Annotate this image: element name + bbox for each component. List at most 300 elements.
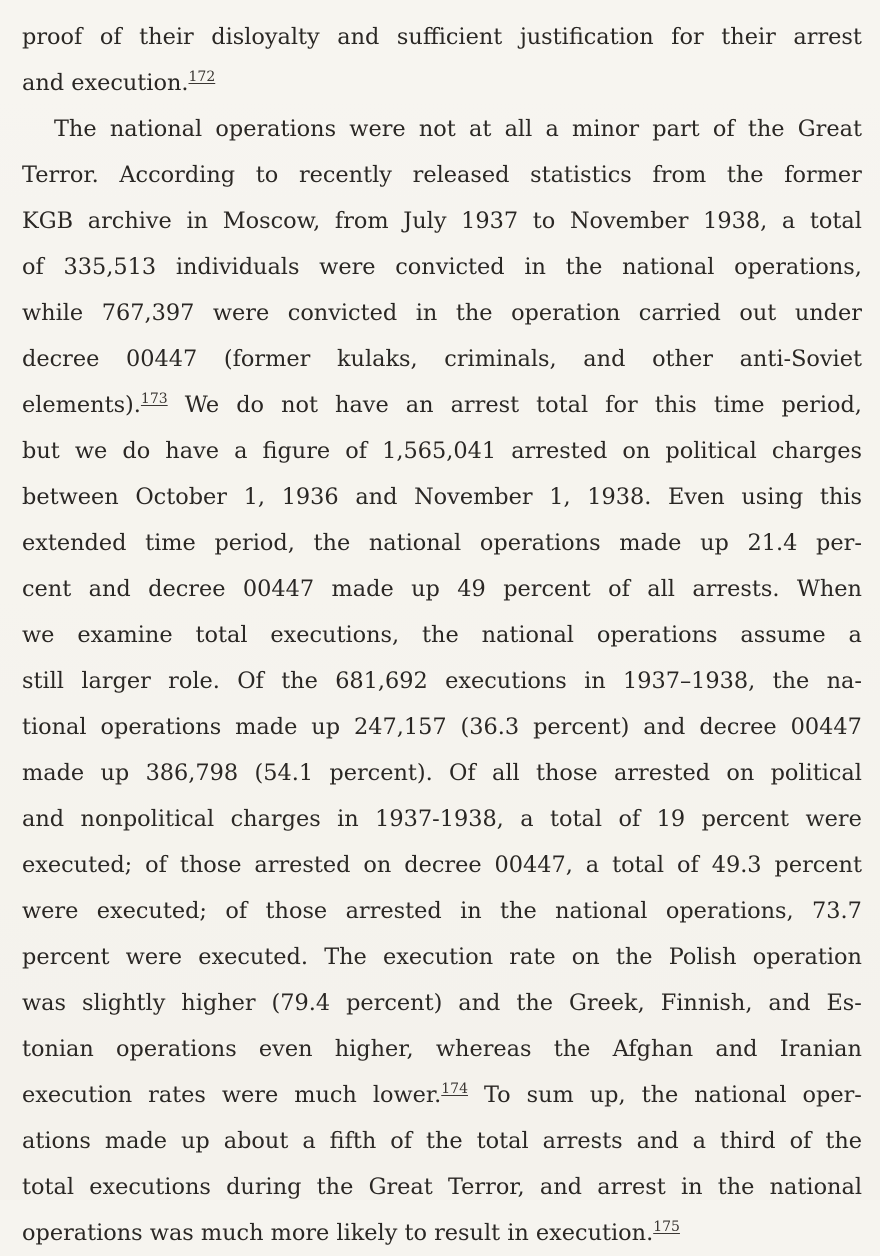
word: up, <box>589 1082 626 1108</box>
word: percent) <box>346 990 443 1016</box>
word: The <box>324 944 367 970</box>
word: made <box>331 576 394 602</box>
word: were <box>221 1082 279 1108</box>
word: using <box>741 484 804 510</box>
word: (79.4 <box>271 990 331 1016</box>
word: arrested <box>511 438 608 464</box>
word: 73.7 <box>812 898 862 924</box>
text-line <box>22 290 862 336</box>
word: arrested <box>345 898 442 924</box>
word: operations, <box>665 898 794 924</box>
text-line <box>22 888 862 934</box>
word: operations <box>596 622 718 648</box>
word: of <box>712 116 735 142</box>
word: at <box>469 116 492 142</box>
word: sum <box>526 1082 574 1108</box>
word: this <box>819 484 862 510</box>
word: those <box>536 760 598 786</box>
word: assume <box>740 622 826 648</box>
word: the <box>553 1036 591 1062</box>
word: those <box>265 898 328 924</box>
text-line <box>22 60 862 106</box>
word: about <box>223 1128 289 1154</box>
word: percent <box>701 806 790 832</box>
word: operations, <box>734 254 862 280</box>
word: we <box>74 438 108 464</box>
word: operation <box>752 944 862 970</box>
word: Es- <box>826 990 862 1016</box>
word: execution <box>22 1082 133 1108</box>
word: a <box>692 1128 707 1154</box>
word: percent) <box>533 714 630 740</box>
word: political <box>665 438 757 464</box>
word: and <box>643 714 686 740</box>
word: proof <box>22 24 83 50</box>
word: a <box>545 116 559 142</box>
word: the <box>455 300 493 326</box>
word: in <box>584 668 606 694</box>
word: in <box>337 806 359 832</box>
word: not <box>281 392 318 418</box>
word: decree <box>148 576 226 602</box>
word: this <box>654 392 697 418</box>
word: executed; <box>96 898 207 924</box>
word: between <box>22 484 119 510</box>
word: while <box>22 300 84 326</box>
word: total <box>195 622 248 648</box>
word: to <box>532 208 556 234</box>
word: arrest <box>793 24 862 50</box>
word: the <box>516 990 554 1016</box>
word: total <box>550 806 603 832</box>
word: 681,692 <box>335 668 428 694</box>
word: (former <box>223 346 311 372</box>
word: of <box>145 852 167 878</box>
word: convicted <box>395 254 505 280</box>
word: from <box>334 208 389 234</box>
word: have <box>335 392 389 418</box>
word: their <box>721 24 776 50</box>
word: November <box>569 208 689 234</box>
word: on <box>622 438 651 464</box>
word: much <box>294 1082 357 1108</box>
word: Of <box>449 760 476 786</box>
word: Moscow, <box>222 208 321 234</box>
word: extended <box>22 530 127 556</box>
word: KGB <box>22 208 74 234</box>
word: in <box>524 254 546 280</box>
word: up <box>700 530 729 556</box>
line-text: and execution. <box>22 70 189 96</box>
word: national <box>109 116 203 142</box>
word: 247,157 <box>354 714 447 740</box>
word: former <box>784 162 862 188</box>
word: on <box>726 760 755 786</box>
word: executed; <box>22 852 133 878</box>
text-line <box>22 980 862 1026</box>
word: ations <box>22 1128 91 1154</box>
word: were <box>349 116 406 142</box>
word: 335,513 <box>63 254 157 280</box>
word: the <box>747 116 785 142</box>
text-line <box>22 934 862 980</box>
word: executions <box>445 668 567 694</box>
word: a <box>848 622 862 648</box>
word: total <box>612 852 665 878</box>
word: convicted <box>287 300 398 326</box>
word: a <box>520 806 534 832</box>
word: and <box>539 1174 582 1200</box>
word: Great <box>368 1174 433 1200</box>
word: 49 <box>457 576 486 602</box>
word: the <box>565 254 603 280</box>
word: time <box>145 530 196 556</box>
word: a <box>781 208 796 234</box>
word: Even <box>668 484 725 510</box>
word: 21.4 <box>747 530 798 556</box>
word: arrested <box>613 760 711 786</box>
word: national <box>694 1082 787 1108</box>
word: made <box>619 530 682 556</box>
word: of <box>789 1128 812 1154</box>
word: July <box>403 208 447 234</box>
word: role. <box>168 668 220 694</box>
text-line <box>22 1164 862 1210</box>
word: other <box>652 346 713 372</box>
text-line <box>22 198 862 244</box>
word: and <box>636 1128 679 1154</box>
word: on <box>363 852 392 878</box>
word: national <box>555 898 648 924</box>
word: during <box>226 1174 302 1200</box>
word: operations <box>100 714 222 740</box>
word: Greek, <box>568 990 645 1016</box>
word: the <box>313 530 351 556</box>
word: percent <box>503 576 591 602</box>
word: Finnish, <box>660 990 753 1016</box>
text-line <box>22 474 862 520</box>
word: percent <box>774 852 862 878</box>
word: rates <box>148 1082 206 1108</box>
word: November <box>414 484 533 510</box>
word: the <box>825 1128 862 1154</box>
word: of <box>345 438 368 464</box>
word: disloyalty <box>211 24 320 50</box>
word: 1938, <box>703 208 768 234</box>
word: When <box>796 576 862 602</box>
word: tional <box>22 714 87 740</box>
word: up <box>100 760 130 786</box>
footnote-marker[interactable]: 174 <box>441 1081 468 1097</box>
word: were <box>22 898 79 924</box>
word: 1, <box>243 484 266 510</box>
word: higher, <box>334 1036 414 1062</box>
word: to <box>255 162 279 188</box>
word: on <box>571 944 600 970</box>
word: 1937-1938, <box>375 806 504 832</box>
word: cent <box>22 576 72 602</box>
word: and <box>583 346 626 372</box>
word: execution <box>382 944 494 970</box>
word: period, <box>214 530 295 556</box>
word: the <box>281 668 318 694</box>
word: charges <box>230 806 321 832</box>
word: for <box>671 24 704 50</box>
word: arrest <box>597 1174 666 1200</box>
body-text <box>22 14 862 1256</box>
word: larger <box>81 668 151 694</box>
word: sufficient <box>396 24 503 50</box>
word: we <box>22 622 55 648</box>
word: Afghan <box>612 1036 694 1062</box>
word: rate <box>509 944 556 970</box>
word: for <box>605 392 638 418</box>
word: even <box>258 1036 313 1062</box>
word: operations <box>479 530 601 556</box>
word: 1,565,041 <box>382 438 497 464</box>
word: na- <box>826 668 862 694</box>
word: executions, <box>270 622 400 648</box>
text-line <box>22 1072 862 1118</box>
text-line <box>22 796 862 842</box>
word: and <box>715 1036 758 1062</box>
word: total <box>536 392 589 418</box>
text-line <box>22 152 862 198</box>
text-line <box>22 704 862 750</box>
text-line <box>22 612 862 658</box>
text-line <box>22 336 862 382</box>
word: total <box>476 1128 529 1154</box>
word: made <box>235 714 298 740</box>
word: decree <box>404 852 482 878</box>
word: the <box>422 622 459 648</box>
word: total <box>22 1174 74 1200</box>
word: not <box>418 116 456 142</box>
word: operations <box>116 1036 237 1062</box>
word: and <box>88 576 131 602</box>
word: kulaks, <box>336 346 418 372</box>
word: executed. <box>198 944 309 970</box>
word: third <box>719 1128 776 1154</box>
word: slightly <box>81 990 166 1016</box>
text-line <box>22 750 862 796</box>
word: of <box>390 1128 413 1154</box>
word: their <box>139 24 194 50</box>
word: the <box>500 898 537 924</box>
word: and <box>768 990 811 1016</box>
word: national <box>622 254 715 280</box>
word: elements).$^{173}$ <box>22 391 168 418</box>
word: archive <box>87 208 172 234</box>
word: fifth <box>329 1128 377 1154</box>
word: 1936 <box>281 484 339 510</box>
word: a <box>234 438 248 464</box>
word: all <box>492 760 520 786</box>
word: and <box>458 990 501 1016</box>
word: figure <box>262 438 331 464</box>
word: per- <box>816 530 862 556</box>
word: 00447 <box>126 346 198 372</box>
word: 1, <box>549 484 571 510</box>
word: 00447 <box>242 576 315 602</box>
word: arrested <box>254 852 351 878</box>
text-line <box>22 106 862 152</box>
word: recently <box>298 162 392 188</box>
word: Iranian <box>779 1036 862 1062</box>
word: The <box>54 116 97 142</box>
text-line <box>22 382 862 428</box>
word: operations <box>215 116 337 142</box>
line-text: operations was much more likely to result in execution. <box>22 1220 654 1246</box>
word: in <box>460 898 482 924</box>
word: do <box>122 438 151 464</box>
word: national <box>368 530 462 556</box>
word: national <box>769 1174 862 1200</box>
word: percent). <box>329 760 433 786</box>
word: were <box>212 300 270 326</box>
footnote-marker[interactable]: 172 <box>188 69 216 85</box>
word: and <box>355 484 398 510</box>
word: all <box>504 116 533 142</box>
word: justification <box>519 24 654 50</box>
word: operation <box>511 300 621 326</box>
word: an <box>405 392 434 418</box>
footnote-marker[interactable]: 173 <box>140 391 168 407</box>
word: part <box>652 116 700 142</box>
word: in <box>186 208 209 234</box>
word: do <box>236 392 265 418</box>
word: in <box>415 300 438 326</box>
text-line <box>22 1210 862 1256</box>
word: the <box>426 1128 463 1154</box>
text-line <box>22 428 862 474</box>
word: arrest <box>450 392 520 418</box>
word: the <box>615 944 653 970</box>
text-line <box>22 842 862 888</box>
word: Terror. <box>22 162 99 188</box>
word: To <box>483 1082 511 1108</box>
word: were <box>125 944 183 970</box>
word: 1937–1938, <box>623 668 756 694</box>
text-line <box>22 566 862 612</box>
word: but <box>22 438 60 464</box>
word: We <box>184 392 220 418</box>
word: was <box>22 990 67 1016</box>
word: decree <box>22 346 100 372</box>
word: the <box>641 1082 679 1108</box>
word: anti-Soviet <box>739 346 862 372</box>
word: (54.1 <box>254 760 314 786</box>
word: 00447, <box>494 852 573 878</box>
word: still <box>22 668 64 694</box>
word: of <box>677 852 699 878</box>
word: up <box>411 576 440 602</box>
word: of <box>608 576 630 602</box>
word: 1938. <box>587 484 652 510</box>
word: the <box>726 162 764 188</box>
word: time <box>713 392 765 418</box>
footnote-marker[interactable]: 175 <box>653 1219 680 1235</box>
word: national <box>481 622 574 648</box>
word: (36.3 <box>460 714 520 740</box>
word: out <box>739 300 777 326</box>
word: of <box>99 24 122 50</box>
word: a <box>302 1128 316 1154</box>
word: made <box>104 1128 168 1154</box>
word: October <box>135 484 227 510</box>
word: the <box>717 1174 755 1200</box>
word: up <box>181 1128 210 1154</box>
word: the <box>772 668 810 694</box>
word: political <box>770 760 862 786</box>
word: percent <box>22 944 110 970</box>
word: 767,397 <box>101 300 195 326</box>
text-line <box>22 1118 862 1164</box>
word: up <box>311 714 341 740</box>
word: 1937 <box>461 208 519 234</box>
word: higher <box>181 990 256 1016</box>
word: statistics <box>530 162 632 188</box>
word: Polish <box>668 944 737 970</box>
word: of <box>22 254 44 280</box>
word: oper- <box>802 1082 862 1108</box>
word: 19 <box>656 806 686 832</box>
word: total <box>809 208 862 234</box>
word: arrests <box>542 1128 623 1154</box>
word: examine <box>77 622 173 648</box>
word: under <box>794 300 862 326</box>
word: Great <box>797 116 862 142</box>
word: the <box>316 1174 354 1200</box>
word: in <box>680 1174 703 1200</box>
word: tonian <box>22 1036 94 1062</box>
text-line <box>22 520 862 566</box>
word: minor <box>572 116 640 142</box>
word: carried <box>638 300 721 326</box>
word: a <box>585 852 600 878</box>
word: and <box>22 806 65 832</box>
word: charges <box>771 438 862 464</box>
text-line <box>22 658 862 704</box>
word: 49.3 <box>711 852 762 878</box>
word: executions <box>89 1174 211 1200</box>
word: from <box>652 162 707 188</box>
word: criminals, <box>444 346 557 372</box>
word: whereas <box>435 1036 532 1062</box>
word: period, <box>781 392 862 418</box>
word: According <box>119 162 236 188</box>
text-line <box>22 1026 862 1072</box>
word: arrests. <box>692 576 780 602</box>
text-line <box>22 14 862 60</box>
word: individuals <box>175 254 300 280</box>
word: of <box>225 898 248 924</box>
word: nonpolitical <box>80 806 215 832</box>
word: have <box>165 438 219 464</box>
word: 00447 <box>790 714 862 740</box>
word: were <box>319 254 376 280</box>
word: were <box>805 806 862 832</box>
word: lower.$^{174}$ <box>372 1081 468 1108</box>
word: and <box>337 24 380 50</box>
word: decree <box>699 714 777 740</box>
word: 386,798 <box>145 760 239 786</box>
word: all <box>647 576 675 602</box>
word: released <box>412 162 510 188</box>
word: those <box>179 852 242 878</box>
word: made <box>22 760 85 786</box>
word: of <box>618 806 641 832</box>
